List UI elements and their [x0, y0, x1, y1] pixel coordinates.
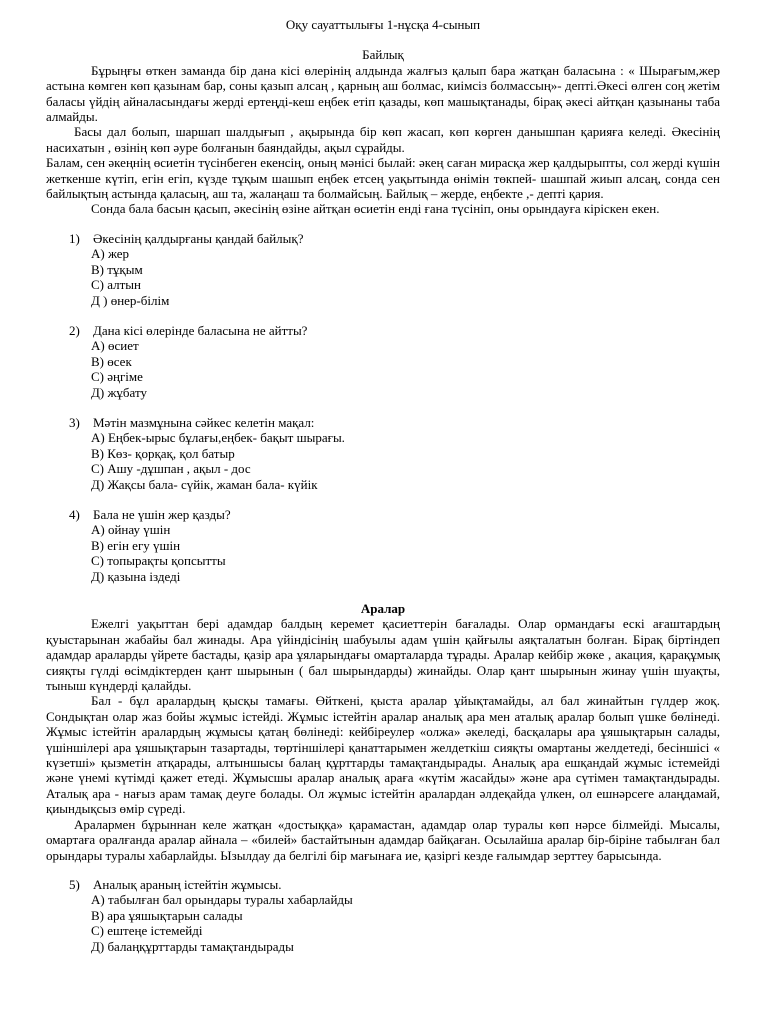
question-text: Мәтін мазмұнына сәйкес келетін мақал:	[93, 414, 315, 430]
text2-paragraph-1: Ежелгі уақыттан бері адамдар балдың керемет қасиеттерін бағалады. Олар ормандағы ескі ағаштардың қуыстарынан жабайы бал жинады. Ара үйіндісінің шабуылы адам үшін қайғылы аяқталатын болған. Бірақ біртіндеп адамдар араларды үйрете бастады, қазір ара ұяларындағы омарталарда тұрады. Аралар кейбір жөке , акация, қарақұмық сияқты гүлді өсімдіктерден қант шырынын ( бал шырындарды) жинайды. Олар қант шырынын жинау үшін шуақты, тыныш күндерді қалайды.	[46, 616, 720, 694]
answer-option: С) Ашу -дұшпан , ақыл - дос	[91, 461, 251, 477]
question-text: Дана кісі өлерінде баласына не айтты?	[93, 322, 308, 338]
text1-paragraph-2: Басы дал болып, шаршап шалдығып , ақырында бір көп жасап, көп көрген данышпан қарияға келеді. Әкесінің насихатын , өзінің көп әуре болғанын баяндайды, ақыл сұрайды.	[46, 124, 720, 155]
answer-option: А) Еңбек-ырыс бұлағы,еңбек- бақыт шырағы.	[91, 430, 345, 446]
questions-block-2	[46, 877, 720, 954]
question-text: Бала не үшін жер қазды?	[93, 506, 231, 522]
question-line	[46, 415, 720, 430]
answer-option: В) егін егу үшін	[91, 537, 181, 553]
question-number: 4)	[69, 506, 80, 522]
question-text: Аналық араның істейтін жұмысы.	[93, 876, 282, 892]
answer-option: В) тұқым	[91, 261, 143, 277]
text1-paragraph-3: Балам, сен әкеңнің өсиетін түсінбеген екенсің, оның мәнісі былай: әкең саған мирасқа жер қалдырыпты, сол жерді күшін жеткенше күтіп, егін егіп, күзде тұқым шашып еңбек етсең уақытында өнімін төкпей- шашпай жиып алсаң, сонда сен байлықтың астында қаласың, аш та, жалаңаш та болмайсың. Байлық – жерде, еңбекте ,- депті қария.	[46, 155, 720, 202]
document-title: Оқу сауаттылығы 1-нұсқа 4-сынып	[285, 17, 481, 32]
question-number: 1)	[69, 230, 80, 246]
answer-option: С) әңгіме	[91, 369, 143, 385]
answer-option: Д) қазына іздеді	[91, 568, 181, 584]
question-number: 5)	[69, 876, 80, 892]
answer-option: В) өсек	[91, 353, 132, 369]
answer-option: А) өсиет	[91, 338, 139, 354]
question-text: Әкесінің қалдырғаны қандай байлық?	[93, 230, 304, 246]
answer-option: Д) Жақсы бала- сүйік, жаман бала- күйік	[91, 476, 318, 492]
question-item	[46, 323, 720, 400]
answer-option: С) ештеңе істемейді	[91, 923, 203, 939]
answer-option: А) жер	[91, 246, 130, 262]
answer-options	[46, 430, 720, 492]
answer-option: А) табылған бал орындары туралы хабарлайды	[91, 892, 353, 908]
answer-option: Д ) өнер-білім	[91, 292, 170, 308]
answer-option: А) ойнау үшін	[91, 522, 171, 538]
question-number: 2)	[69, 322, 80, 338]
question-line	[46, 507, 720, 522]
text2-title: Аралар	[360, 601, 406, 616]
answer-option: В) ара ұяшықтарын салады	[91, 907, 243, 923]
answer-options	[46, 246, 720, 308]
questions-block-1	[46, 231, 720, 584]
answer-option: Д) балаңқұрттарды тамақтандырады	[91, 938, 294, 954]
question-item	[46, 415, 720, 492]
answer-option: Д) жұбату	[91, 384, 147, 400]
answer-option: С) алтын	[91, 277, 141, 293]
question-line	[46, 231, 720, 246]
question-line	[46, 323, 720, 338]
answer-options	[46, 338, 720, 400]
text1-title: Байлық	[362, 47, 404, 63]
text1-paragraph-4: Сонда бала басын қасып, әкесінің өзіне айтқан өсиетін енді ғана түсініп, оны орындауға кірiскен екен.	[91, 201, 660, 217]
answer-options	[46, 522, 720, 584]
text2-paragraph-3: Аралармен бұрыннан келе жатқан «достыққа» қарамастан, адамдар олар туралы көп нәрсе білмейді. Мысалы, омартаға оралғанда аралар айнала – «билей» бастайтынын адамдар байқаған. Осылайша аралар бір-біріне табылған бал орындары туралы хабарлайды. Ызылдау да белгілі бір мағынаға ие, қазіргі кезде ғалымдар зерттеу барысында.	[46, 816, 720, 863]
document-page	[46, 17, 720, 954]
answer-options	[46, 892, 720, 954]
question-item	[46, 877, 720, 954]
question-item	[46, 507, 720, 584]
answer-option: В) Көз- қорқақ, қол батыр	[91, 445, 235, 461]
text1-paragraph-1: Бұрыңғы өткен заманда бір дана кісі өлерінің алдында жалғыз қалып бара жатқан баласына : « Шырағым,жер астына көмген көп қазынам бар, соны қазып алсаң , қарның аш болмас, киімсіз болмассың»- депті.Әкесі өлген соң жетім баласы үйдің айналасындағы жерді ертеңді-кеш еңбек етіп қазады, көп машықтанады, бірақ әкесі айтқан қазынаны таба алмайды.	[46, 62, 720, 125]
answer-option: С) топырақты қопсытты	[91, 553, 226, 569]
question-item	[46, 231, 720, 308]
question-line	[46, 877, 720, 892]
text2-paragraph-2: Бал - бұл аралардың қысқы тамағы. Өйткені, қыста аралар ұйықтамайды, ал бал жинайтын гүлдер жоқ. Сондықтан олар жаз бойы жұмыс істейді. Жұмыс істейтін аралар аналық ара мен аталық аралар болып үшке бөлінеді. Жұмыс істейтін аралардың жұмысы қатаң бөлінеді: кейбіреулер «олжа» әкеледі, басқалары ара ұяшықтарын салады, үшіншілері ара ұяшықтарын тазартады, төртіншілері қанаттарымен желдеткіш сияқты омартаны желдетеді, бесіншісі « күзетші» қызметін атқарады, алтыншысы балаң құрттарды тамақтандырады. Аналық ара ешқандай жұмыс істемейді және үнемі күтімді қажет етеді. Жұмысшы аралар аналық араға «күтім жасайды» және ара сүтімен тамақтандырады. Аталық ара - нағыз арам тамақ деуге болады. Ол жұмыс істейтін аралардан әлдеқайда үлкен, ол ешнәрсеге алаңдамай, қиындықсыз өмір сүреді.	[46, 693, 720, 817]
question-number: 3)	[69, 414, 80, 430]
